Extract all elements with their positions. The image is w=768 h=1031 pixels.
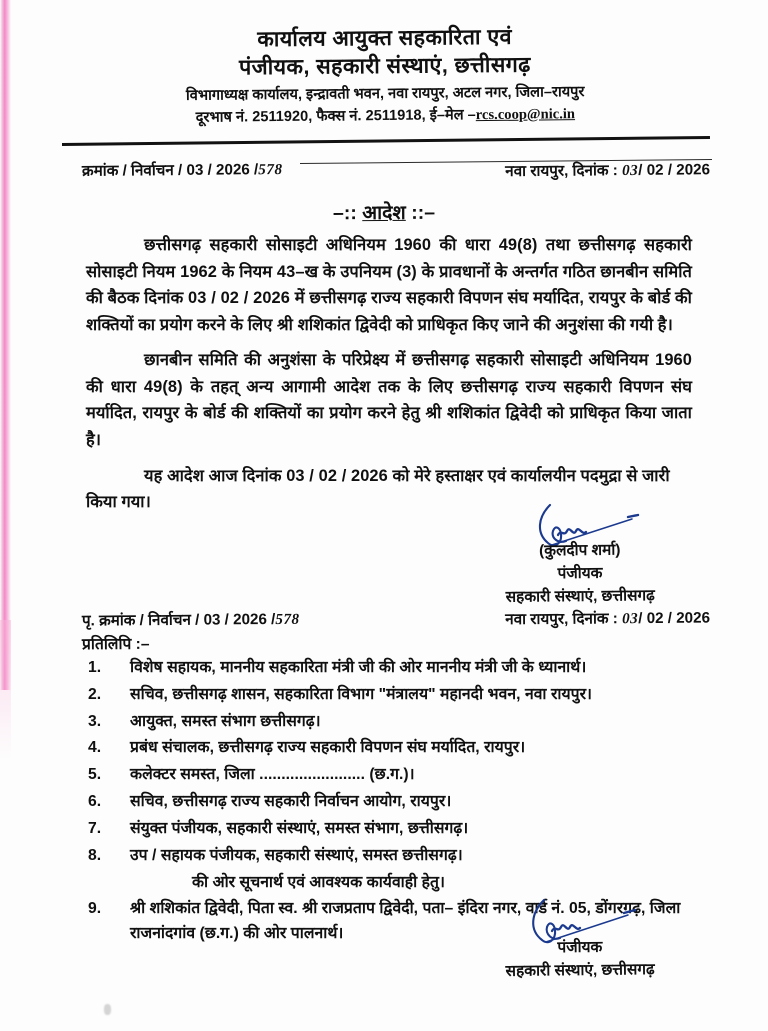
list-item-text: संयुक्त पंजीयक, सहकारी संस्थाएं, समस्त संभाग, छत्तीसगढ़। bbox=[130, 819, 469, 837]
place-date-label-bottom: नवा रायपुर, दिनांक : bbox=[505, 610, 623, 629]
reference-number-top bbox=[82, 159, 283, 181]
order-body bbox=[86, 232, 692, 525]
paragraph-3: यह आदेश आज दिनांक 03 / 02 / 2026 को मेरे हस्ताक्षर एवं कार्यालयीन पदमुद्रा से जारी किया गया। bbox=[86, 466, 670, 512]
signatory-office-bottom: सहकारी संस्थाएं, छत्तीसगढ़ bbox=[505, 961, 655, 981]
list-item bbox=[86, 656, 716, 680]
list-item bbox=[86, 763, 716, 787]
signatory-designation-bottom: पंजीयक bbox=[557, 938, 603, 957]
copy-to-label: प्रतिलिपि :– bbox=[81, 635, 150, 654]
list-item-number: 5. bbox=[88, 766, 102, 784]
office-address: विभागाध्यक्ष कार्यालय, इन्द्रावती भवन, नवा रायपुर, अटल नगर, जिला–रायपुर bbox=[185, 83, 585, 104]
reference-number-label-bottom: पृ. क्रमांक / निर्वाचन / 03 / 2026 / bbox=[81, 610, 276, 630]
office-title-line-1: कार्यालय आयुक्त सहकारिता एवं bbox=[257, 24, 513, 52]
list-item-number: 1. bbox=[88, 659, 102, 676]
signature-block-bottom bbox=[430, 934, 731, 984]
list-item-number: 3. bbox=[88, 712, 102, 730]
reference-row-top bbox=[82, 155, 712, 186]
list-item-text: आयुक्त, समस्त संभाग छत्तीसगढ़। bbox=[130, 712, 321, 730]
list-item-text: उप / सहायक पंजीयक, सहकारी संस्थाएं, समस्त छत्तीसगढ़। bbox=[130, 846, 463, 864]
scan-smudge bbox=[104, 1004, 111, 1015]
copy-note-line bbox=[86, 871, 716, 895]
date-remainder: / 02 / 2026 bbox=[638, 161, 711, 179]
reference-number-label: क्रमांक / निर्वाचन / 03 / 2026 / bbox=[81, 161, 259, 180]
list-item-text: विशेष सहायक, माननीय सहकारिता मंत्री जी की ओर माननीय मंत्री जी के ध्यानार्थ। bbox=[130, 659, 587, 676]
list-item bbox=[86, 683, 716, 707]
signatory-name: (कुलदीप शर्मा) bbox=[538, 541, 621, 560]
list-item bbox=[86, 844, 716, 868]
date-day-handwritten: 03 bbox=[621, 161, 639, 180]
place-and-date-top bbox=[505, 159, 710, 181]
email-link[interactable]: rcs.coop@nic.in bbox=[475, 105, 576, 123]
order-heading-text: आदेश bbox=[362, 201, 406, 225]
copy-recipients-list bbox=[86, 656, 716, 949]
list-item bbox=[86, 790, 716, 814]
reference-number-handwritten-bottom: 578 bbox=[275, 610, 300, 628]
letterhead bbox=[60, 21, 711, 130]
list-item-text: श्री शशिकांत द्विवेदी, पिता स्व. श्री राजप्रताप द्विवेदी, पता– इंदिरा नगर, वार्ड नं. 05, डोंगरगढ़, जिला राजनांदगांव (छ.ग.) की ओर पालनार्थ। bbox=[130, 900, 681, 942]
place-and-date-bottom bbox=[505, 608, 710, 630]
list-item-text: कलेक्टर समस्त, जिला ........................ (छ.ग.)। bbox=[130, 766, 415, 784]
contact-phone-fax-text: दूरभाष नं. 2511920, फैक्स नं. 2511918, ई–मेल – bbox=[195, 106, 476, 126]
order-heading bbox=[0, 196, 768, 227]
date-day-handwritten-bottom: 03 bbox=[621, 610, 639, 628]
header-divider-rule bbox=[62, 136, 710, 146]
list-item-text: सचिव, छत्तीसगढ़ राज्य सहकारी निर्वाचन आयोग, रायपुर। bbox=[130, 793, 452, 811]
list-item-number: 8. bbox=[88, 846, 102, 864]
reference-number-bottom bbox=[82, 609, 300, 631]
signatory-office: सहकारी संस्थाएं, छत्तीसगढ़ bbox=[505, 586, 655, 606]
list-item-number: 4. bbox=[88, 739, 102, 757]
list-item-number: 7. bbox=[88, 819, 102, 837]
list-item-text: सचिव, छत्तीसगढ़ शासन, सहकारिता विभाग "मंत्रालय" महानदी भवन, नवा रायपुर। bbox=[130, 685, 593, 703]
reference-number-handwritten: 578 bbox=[258, 160, 283, 179]
paragraph-1: छत्तीसगढ़ सहकारी सोसाइटी अधिनियम 1960 की धारा 49(8) तथा छत्तीसगढ़ सहकारी सोसाइटी नियम 1962 के नियम 43–ख के उपनियम (3) के प्रावधानों के अन्तर्गत गठित छानबीन समिति की बैठक दिनांक 03 / 02 / 2026 में छत्तीसगढ़ राज्य सहकारी विपणन संघ मर्यादित, रायपुर के बोर्ड की शक्तियों का प्रयोग करने के लिए श्री शशिकांत द्विवेदी को प्राधिकृत किए जाने की अनुशंसा की गयी है। bbox=[86, 236, 692, 334]
list-item-number: 6. bbox=[88, 793, 102, 811]
office-title-line-2: पंजीयक, सहकारी संस्थाएं, छत्तीसगढ़ bbox=[238, 52, 531, 80]
signature-block-top bbox=[430, 538, 731, 610]
date-remainder-bottom: / 02 / 2026 bbox=[638, 609, 711, 628]
paragraph-2: छानबीन समिति की अनुशंसा के परिप्रेक्ष्य में छत्तीसगढ़ सहकारी सोसाइटी अधिनियम 1960 की धारा 49(8) के तहत् अन्य आगामी आदेश तक के लिए छत्तीसगढ़ राज्य सहकारी विपणन संघ मर्यादित, रायपुर के बोर्ड की शक्तियों का प्रयोग करने हेतु श्री शशिकांत द्विवेदी को प्राधिकृत किया जाता है। bbox=[86, 351, 692, 450]
copy-note-text: की ओर सूचनार्थ एवं आवश्यक कार्यवाही हेतु। bbox=[192, 873, 446, 891]
order-heading-right-mark: ::– bbox=[411, 201, 436, 224]
place-date-label: नवा रायपुर, दिनांक : bbox=[505, 162, 623, 181]
list-item bbox=[86, 817, 716, 841]
list-item-number: 2. bbox=[88, 685, 102, 703]
reference-row-bottom bbox=[82, 606, 712, 635]
signatory-designation: पंजीयक bbox=[557, 564, 603, 583]
list-item bbox=[86, 710, 716, 734]
list-item-number: 9. bbox=[88, 900, 102, 918]
order-heading-left-mark: –:: bbox=[332, 202, 357, 225]
list-item bbox=[86, 736, 716, 760]
list-item-text: प्रबंध संचालक, छत्तीसगढ़ राज्य सहकारी विपणन संघ मर्यादित, रायपुर। bbox=[130, 739, 526, 757]
